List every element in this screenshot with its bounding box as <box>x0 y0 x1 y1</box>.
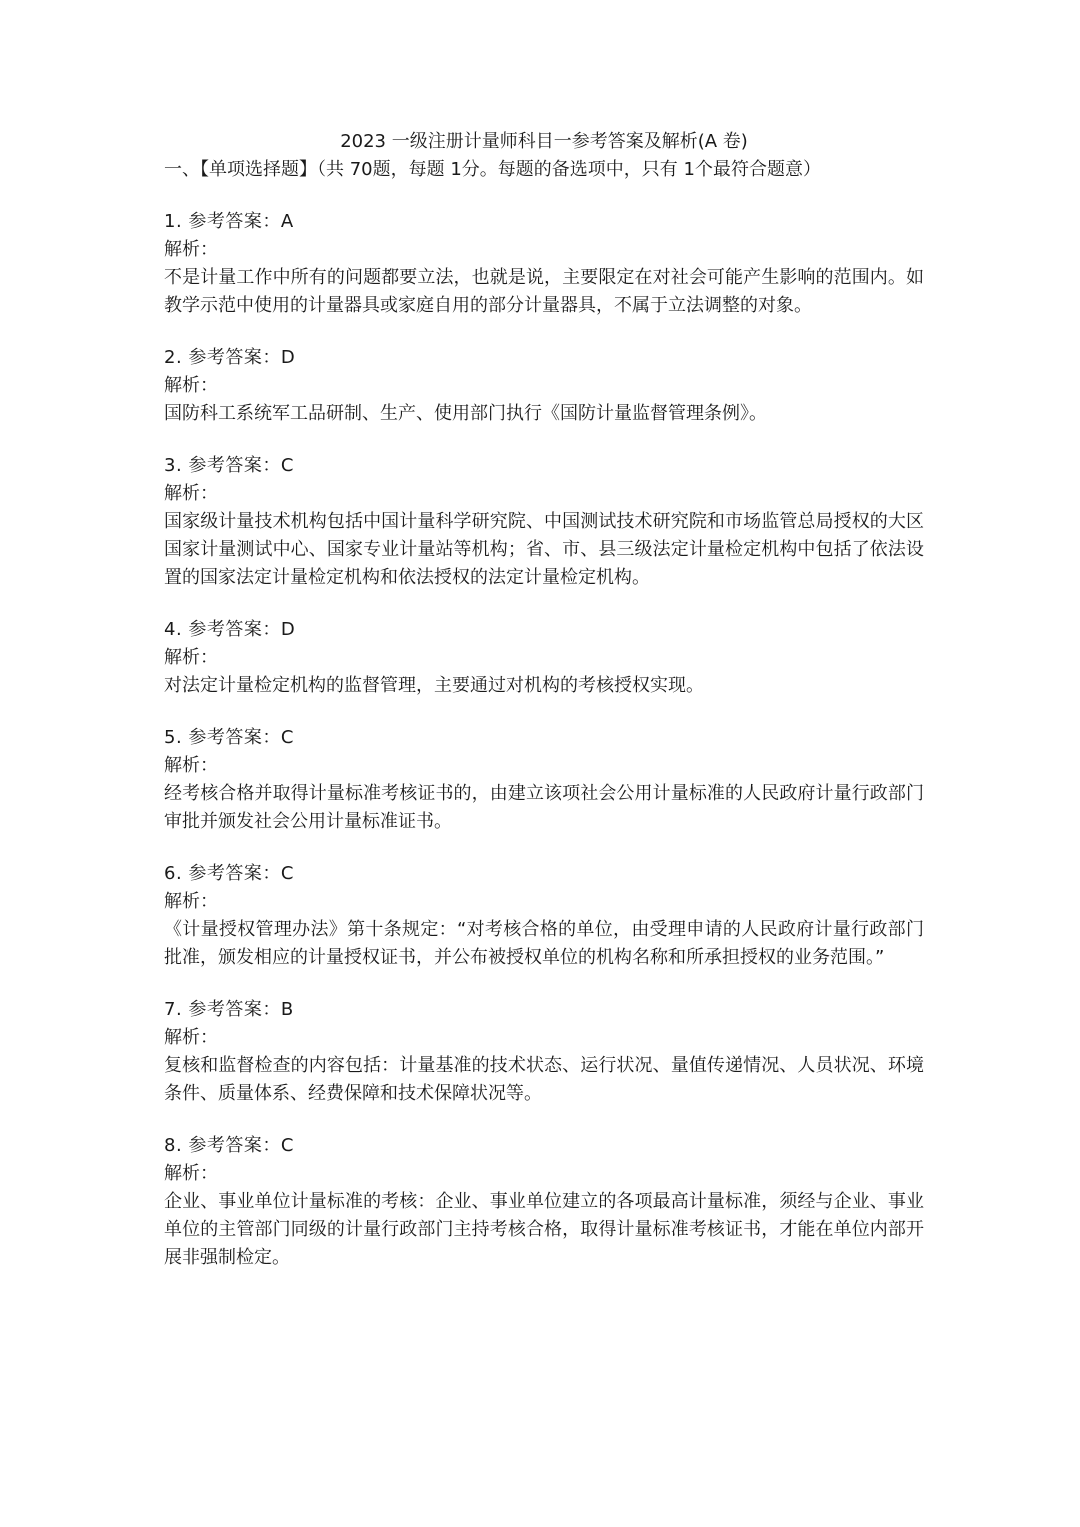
analysis-label: 解析： <box>164 375 218 396</box>
explanation-text: 复核和监督检查的内容包括：计量基准的技术状态、运行状况、量值传递情况、人员状况、环境条件、质量体系、经费保障和技术保障状况等。 <box>164 1055 924 1104</box>
analysis-label: 解析： <box>164 755 218 776</box>
answer-item-5 <box>164 724 924 836</box>
answer-item-3 <box>164 452 924 592</box>
analysis-label: 解析： <box>164 1163 218 1184</box>
answer-line: 3. 参考答案：C <box>164 455 294 476</box>
section-heading: 一、【单项选择题】（共 70题，每题 1分。每题的备选项中，只有 1个最符合题意） <box>164 159 821 180</box>
answer-line: 5. 参考答案：C <box>164 727 294 748</box>
explanation-text: 《计量授权管理办法》第十条规定：“对考核合格的单位，由受理申请的人民政府计量行政部门批准，颁发相应的计量授权证书，并公布被授权单位的机构名称和所承担授权的业务范围。” <box>164 919 924 968</box>
answer-item-7 <box>164 996 924 1108</box>
answer-line: 6. 参考答案：C <box>164 863 294 884</box>
explanation-text: 不是计量工作中所有的问题都要立法，也就是说，主要限定在对社会可能产生影响的范围内。如教学示范中使用的计量器具或家庭自用的部分计量器具，不属于立法调整的对象。 <box>164 267 924 316</box>
explanation-text: 经考核合格并取得计量标准考核证书的，由建立该项社会公用计量标准的人民政府计量行政部门审批并颁发社会公用计量标准证书。 <box>164 783 924 832</box>
analysis-label: 解析： <box>164 239 218 260</box>
answer-line: 2. 参考答案：D <box>164 347 296 368</box>
answer-item-4 <box>164 616 924 700</box>
answer-item-2 <box>164 344 924 428</box>
answer-line: 1. 参考答案：A <box>164 211 294 232</box>
document-title: 2023 一级注册计量师科目一参考答案及解析(A 卷) <box>340 131 748 152</box>
analysis-label: 解析： <box>164 483 218 504</box>
answer-line: 8. 参考答案：C <box>164 1135 294 1156</box>
explanation-text: 对法定计量检定机构的监督管理，主要通过对机构的考核授权实现。 <box>164 675 704 696</box>
answer-item-8 <box>164 1132 924 1272</box>
analysis-label: 解析： <box>164 891 218 912</box>
answer-line: 7. 参考答案：B <box>164 999 294 1020</box>
answer-item-1 <box>164 208 924 320</box>
analysis-label: 解析： <box>164 647 218 668</box>
analysis-label: 解析： <box>164 1027 218 1048</box>
document-page <box>164 128 924 1296</box>
answer-item-6 <box>164 860 924 972</box>
explanation-text: 企业、事业单位计量标准的考核：企业、事业单位建立的各项最高计量标准，须经与企业、事业单位的主管部门同级的计量行政部门主持考核合格，取得计量标准考核证书，才能在单位内部开展非强制检定。 <box>164 1191 924 1268</box>
answer-line: 4. 参考答案：D <box>164 619 296 640</box>
explanation-text: 国防科工系统军工品研制、生产、使用部门执行《国防计量监督管理条例》。 <box>164 403 767 424</box>
explanation-text: 国家级计量技术机构包括中国计量科学研究院、中国测试技术研究院和市场监管总局授权的大区国家计量测试中心、国家专业计量站等机构；省、市、县三级法定计量检定机构中包括了依法设置的国家法定计量检定机构和依法授权的法定计量检定机构。 <box>164 511 924 588</box>
